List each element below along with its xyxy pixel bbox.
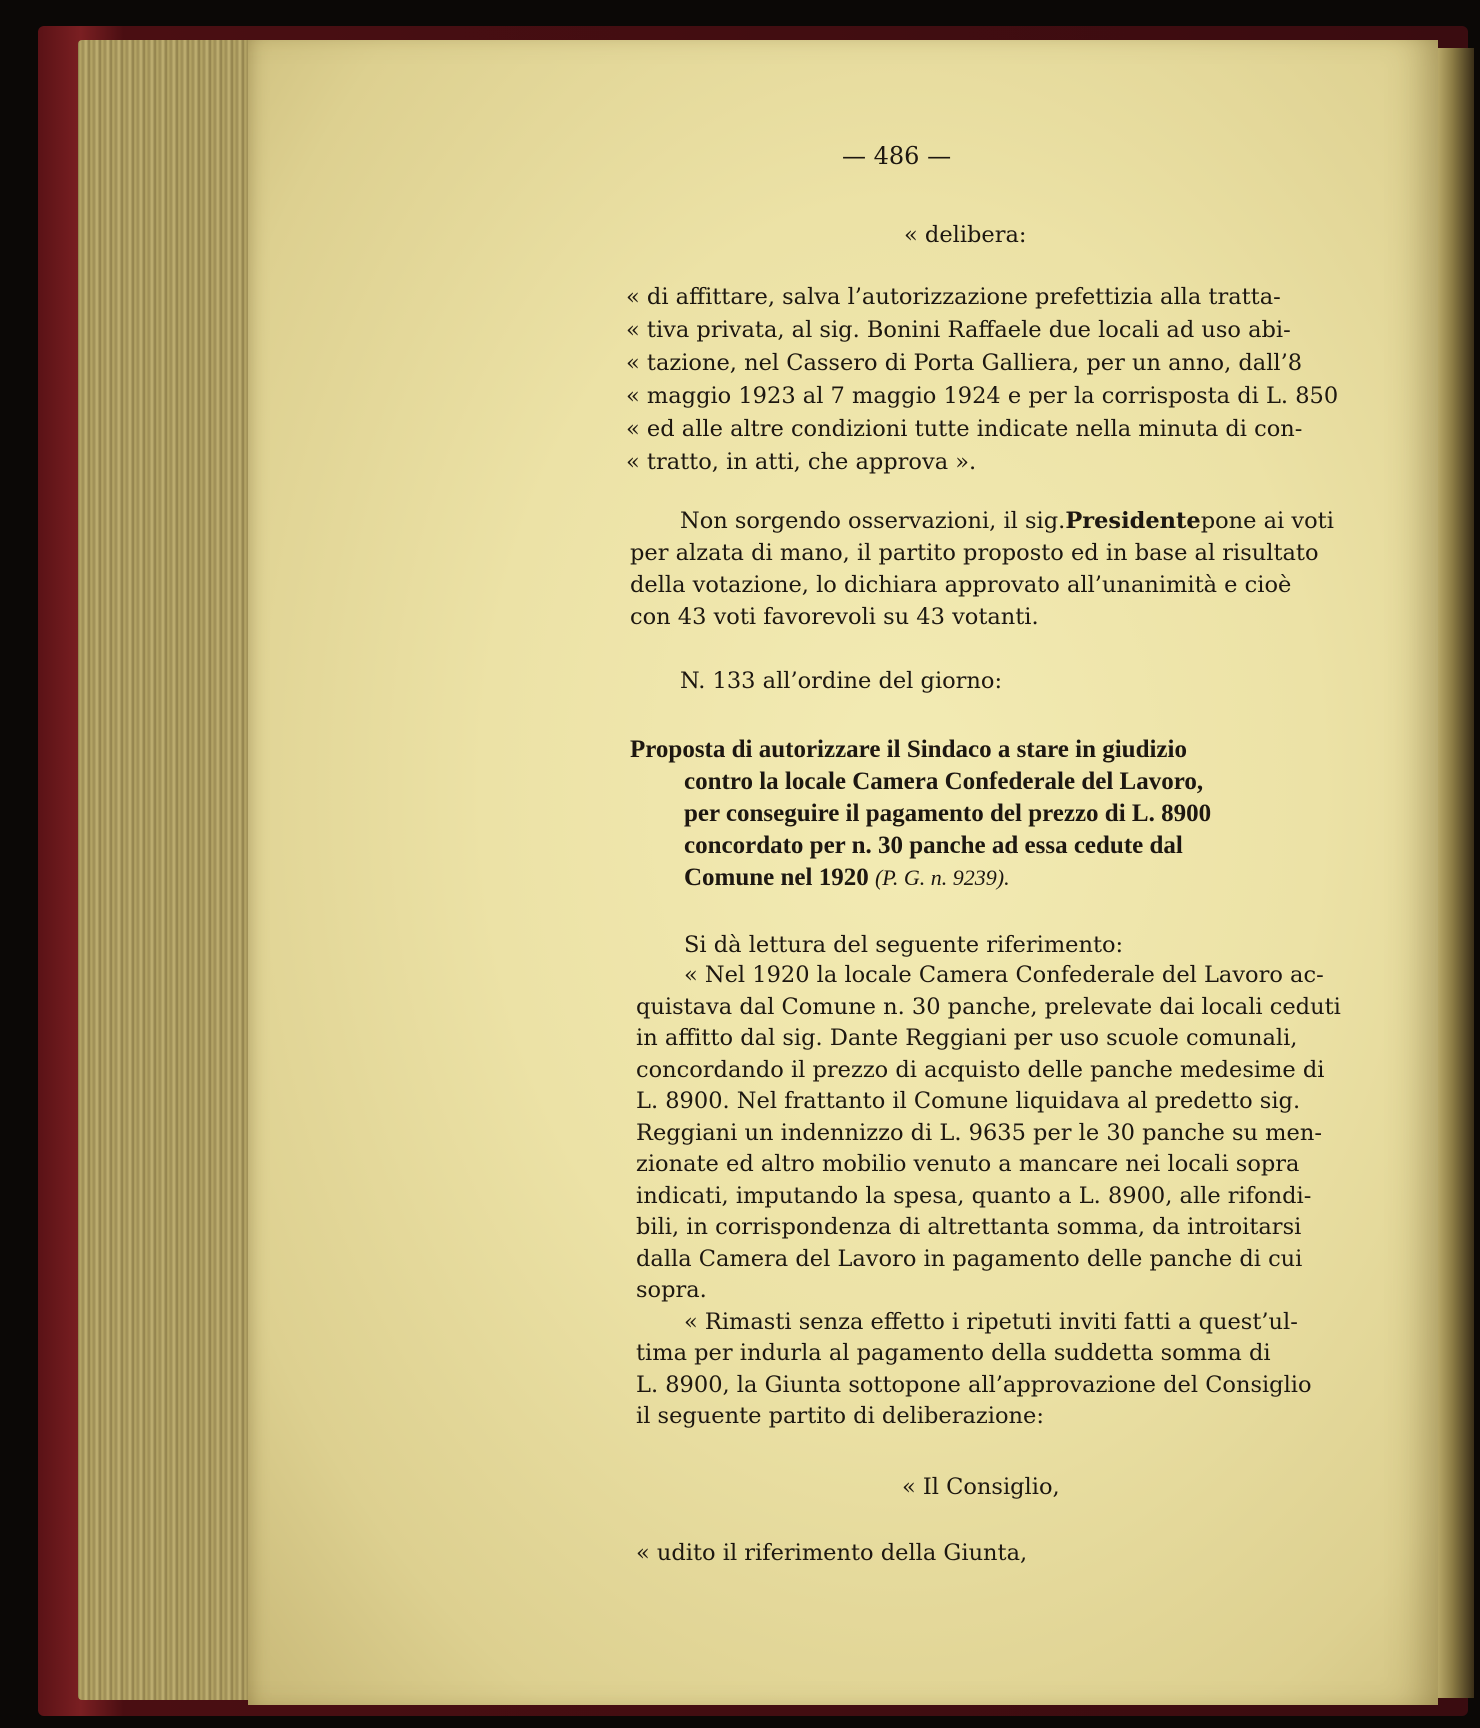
page-number: — 486 — (842, 142, 952, 170)
delibera-line: « tazione, nel Cassero di Porta Galliera, per un anno, dall’8 (626, 350, 1303, 376)
report-line: L. 8900. Nel frattanto il Comune liquidava al predetto sig. (636, 1088, 1301, 1114)
proposal-last-text: Comune nel 1920 (684, 864, 869, 891)
agenda-item: N. 133 all’ordine del giorno: (680, 668, 1003, 694)
delibera-line: « tiva privata, al sig. Bonini Raffaele due locali ad uso abi- (626, 317, 1291, 343)
proposal-line: per conseguire il pagamento del prezzo di L. 8900 (684, 800, 1212, 827)
delibera-line: « tratto, in atti, che approva ». (626, 449, 977, 475)
report-line: quistava dal Comune n. 30 panche, prelevate dai locali ceduti (636, 993, 1341, 1020)
udito-line: « udito il riferimento della Giunta, (636, 1540, 1028, 1566)
report-line: « Rimasti senza effetto i ripetuti inviti fatti a quest’ul- (684, 1308, 1298, 1335)
report-line: in affitto dal sig. Dante Reggiani per uso scuole comunali, (636, 1025, 1298, 1051)
reading-intro: Si dà lettura del seguente riferimento: (684, 932, 1124, 958)
vote-line-1-pre: Non sorgendo osservazioni, il sig. (680, 508, 1066, 534)
report-line: Reggiani un indennizzo di L. 9635 per le 30 panche su men- (636, 1119, 1322, 1146)
delibera-line: « di affittare, salva l’autorizzazione prefettizia alla tratta- (626, 284, 1281, 310)
vote-line-1 (628, 508, 1334, 534)
vote-line: della votazione, lo dichiara approvato all’unanimità e cioè (630, 572, 1292, 598)
delibera-line: « maggio 1923 al 7 maggio 1924 e per la corrisposta di L. 850 (626, 383, 1339, 409)
report-line: sopra. (636, 1277, 707, 1303)
proposal-last-line (684, 864, 1010, 892)
vote-line-1-post: pone ai voti (1200, 508, 1334, 534)
report-line: L. 8900, la Giunta sottopone all’approvazione del Consiglio (636, 1371, 1312, 1398)
vote-line: con 43 voti favorevoli su 43 votanti. (630, 604, 1039, 630)
report-line: indicati, imputando la spesa, quanto a L. 8900, alle rifondi- (636, 1182, 1312, 1209)
proposal-line: contro la locale Camera Confederale del Lavoro, (684, 768, 1204, 795)
report-line: bili, in corrispondenza di altrettanta somma, da introitarsi (636, 1214, 1302, 1240)
president-label: Presidente (1065, 508, 1201, 534)
report-line: zionate ed altro mobilio venuto a mancare nei locali sopra (636, 1151, 1300, 1177)
proposal-line: concordato per n. 30 panche ad essa cedute dal (684, 832, 1183, 859)
report-line: dalla Camera del Lavoro in pagamento delle panche di cui (636, 1245, 1303, 1272)
report-line: tima per indurla al pagamento della suddetta somma di (636, 1340, 1271, 1366)
report-line: « Nel 1920 la locale Camera Confederale del Lavoro ac- (684, 962, 1324, 988)
delibera-heading: « delibera: (904, 222, 1027, 248)
page-edges (78, 40, 258, 1700)
report-line: il seguente partito di deliberazione: (636, 1403, 1044, 1429)
delibera-line: « ed alle altre condizioni tutte indicate nella minuta di con- (626, 416, 1303, 442)
proposal-line: Proposta di autorizzare il Sindaco a stare in giudizio (630, 736, 1187, 763)
vote-line: per alzata di mano, il partito proposto ed in base al risultato (630, 540, 1319, 566)
council-heading: « Il Consiglio, (902, 1474, 1060, 1500)
report-line: concordando il prezzo di acquisto delle panche medesime di (636, 1056, 1325, 1083)
proposal-reference: (P. G. n. 9239). (874, 865, 1010, 890)
book-gutter (1438, 48, 1474, 1698)
